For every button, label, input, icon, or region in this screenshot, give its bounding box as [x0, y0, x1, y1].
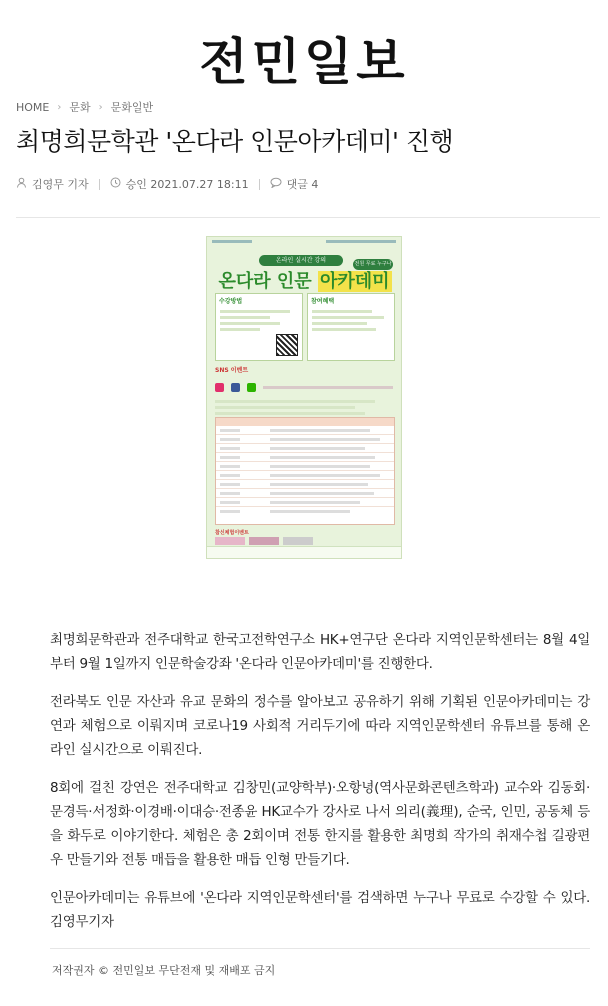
chevron-right-icon: › [98, 101, 103, 113]
article-meta [16, 176, 318, 192]
poster-title [207, 267, 402, 293]
poster-box-benefit-title: 참여혜택 [311, 298, 335, 305]
poster-free-badge: 전원 무료 누구나 [353, 259, 393, 270]
meta-divider [259, 179, 260, 190]
comments-link[interactable] [270, 176, 319, 192]
copyright-notice: 저작권자 © 전민일보 무단전재 및 재배포 금지 [52, 964, 276, 977]
article-paragraph-2: 전라북도 인문 자산과 유교 문화의 정수를 알아보고 공유하기 위해 기획된 인문아카데미는 강연과 체험으로 이뤄지며 코로나19 사회적 거리두기에 따라 지역인문학센터 유튜브를 통해 온라인 실시간으로 이뤄진다. [50, 694, 590, 758]
poster-footer-logos [207, 546, 402, 558]
user-icon [16, 177, 27, 191]
blog-icon [247, 383, 256, 392]
poster-live-badge: 온라인 실시간 강의 [259, 255, 343, 266]
poster-title-right: 아카데미 [319, 271, 390, 292]
breadcrumb-section[interactable]: 문화 [69, 101, 91, 114]
breadcrumb-subsection[interactable]: 문화일반 [110, 101, 154, 114]
author-info [16, 176, 89, 192]
poster-event-photos [215, 529, 395, 545]
article-paragraph-1: 최명희문학관과 전주대학교 한국고전학연구소 HK+연구단 온다라 지역인문학센터는 8월 4일부터 9월 1일까지 인문학술강좌 '온다라 인문아카데미'를 진행한다. [50, 632, 590, 672]
poster-box-method-title: 수강방법 [219, 298, 243, 305]
site-logo[interactable]: 전민일보 [199, 33, 409, 91]
comment-icon [270, 177, 282, 191]
poster-bottom-title: 참신체험이벤트 [215, 530, 249, 536]
poster-schedule-table [215, 417, 395, 525]
breadcrumb-home[interactable]: HOME [16, 100, 50, 114]
instagram-icon [215, 383, 224, 392]
qr-code-icon [276, 334, 298, 356]
poster-box-benefit [307, 293, 395, 361]
article-title: 최명희문학관 '온다라 인문아카데미' 진행 [16, 127, 454, 156]
chevron-right-icon: › [57, 101, 62, 113]
poster-box-method [215, 293, 303, 361]
poster-top-strip [207, 237, 401, 251]
author-name: 김영무 기자 [32, 178, 89, 191]
footer-divider [50, 948, 590, 949]
poster-sns-title: SNS 이벤트 [215, 367, 249, 374]
clock-icon [110, 177, 121, 191]
breadcrumb [16, 99, 153, 115]
comment-count[interactable]: 댓글 4 [286, 178, 319, 191]
article-paragraph-3: 8회에 걸친 강연은 전주대학교 김창민(교양학부)·오항녕(역사문화콘텐츠학과) 교수와 김동회·문경득·서정화·이경배·이대승·전종윤 HK교수가 강사로 나서 의리(義理), 순국, 인민, 공동체 등을 화두로 이야기한다. 체험은 총 2회이며 전통 한지를 활용한 최명희 작가의 취재수첩 길광편우 만들기와 전통 매듭을 활용한 매듭 인형 만들기다. [50, 780, 590, 868]
meta-divider [99, 179, 100, 190]
header-divider [16, 217, 600, 218]
publish-date: 승인 2021.07.27 18:11 [125, 178, 249, 191]
poster-sns-section [215, 365, 395, 413]
facebook-icon [231, 383, 240, 392]
article-poster-image[interactable] [206, 236, 402, 559]
poster-title-left: 온다라 인문 [218, 271, 312, 292]
publish-info [110, 176, 249, 192]
article-paragraph-4: 인문아카데미는 유튜브에 '온다라 지역인문학센터'를 검색하면 누구나 무료로 수강할 수 있다. 김영무기자 [50, 890, 590, 930]
